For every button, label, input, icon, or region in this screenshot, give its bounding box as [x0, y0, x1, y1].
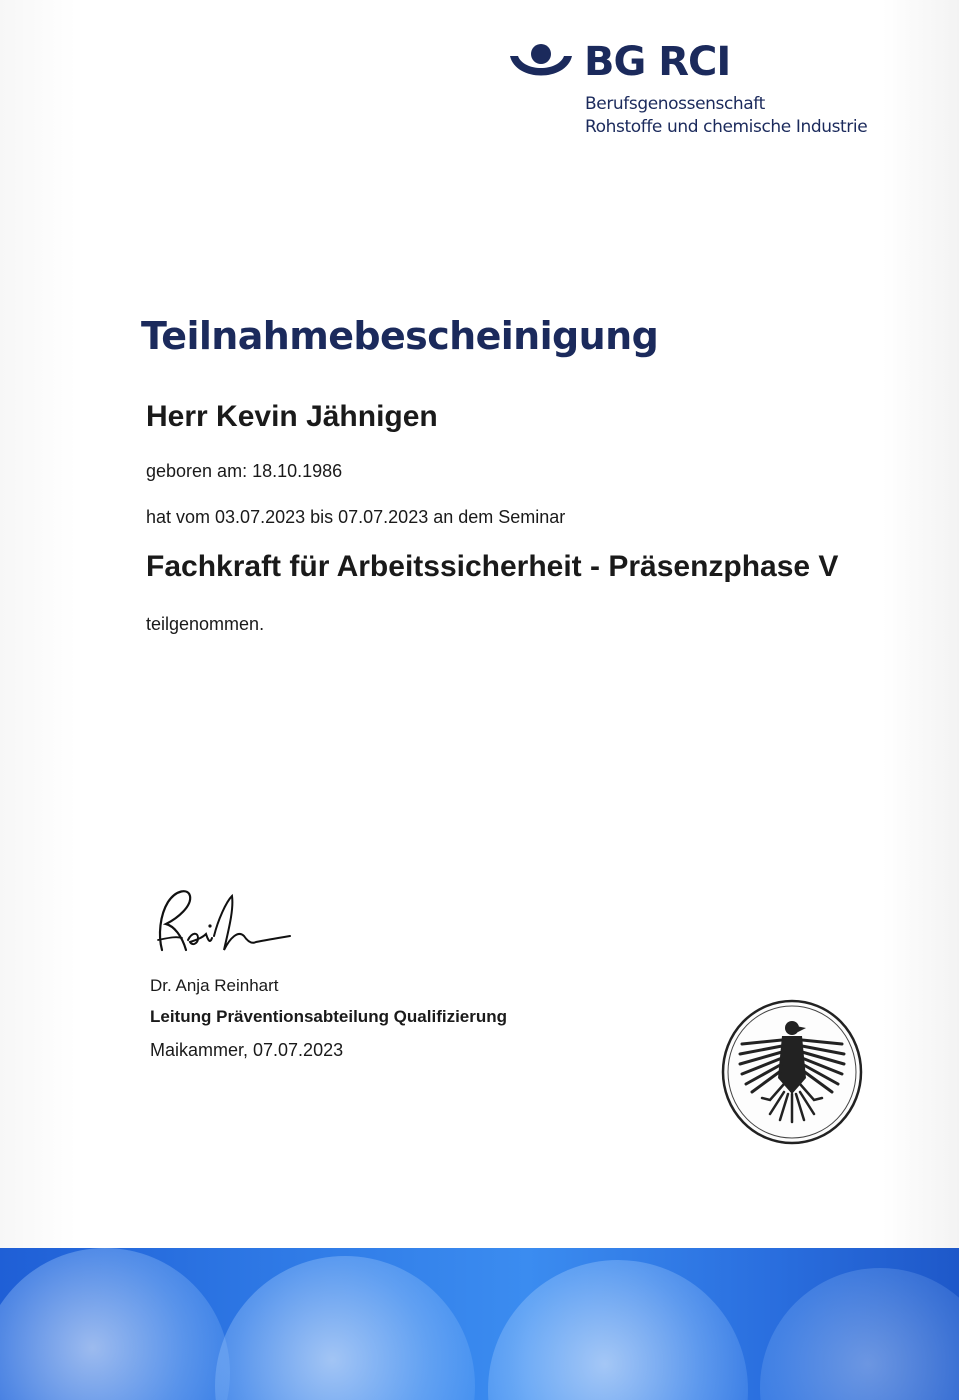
document-title: Teilnahmebescheinigung — [141, 314, 659, 358]
band-bubble — [0, 1248, 230, 1400]
logo-subtitle-line1: Berufsgenossenschaft — [585, 94, 765, 114]
federal-eagle-seal-icon — [720, 998, 864, 1146]
participation-note: teilgenommen. — [146, 614, 265, 634]
birth-date: geboren am: 18.10.1986 — [146, 461, 343, 481]
signer-role: Leitung Präventionsabteilung Qualifizierung — [150, 1007, 508, 1026]
bg-rci-logo-icon — [508, 42, 574, 92]
logo-subtitle-line2: Rohstoffe und chemische Industrie — [585, 117, 868, 137]
band-bubble — [488, 1260, 748, 1400]
seminar-period: hat vom 03.07.2023 bis 07.07.2023 an dem Seminar — [146, 507, 566, 527]
participant-name: Herr Kevin Jähnigen — [146, 400, 438, 433]
band-bubble — [215, 1256, 475, 1400]
place-and-date: Maikammer, 07.07.2023 — [150, 1040, 344, 1060]
logo-name: BG RCI — [584, 39, 731, 85]
signature-image — [148, 880, 298, 970]
bg-rci-logo — [508, 40, 928, 150]
signer-name: Dr. Anja Reinhart — [150, 976, 279, 995]
seminar-title: Fachkraft für Arbeitssicherheit - Präsenzphase V — [146, 550, 839, 583]
band-bubble — [760, 1268, 959, 1400]
decorative-blue-band — [0, 1248, 959, 1400]
